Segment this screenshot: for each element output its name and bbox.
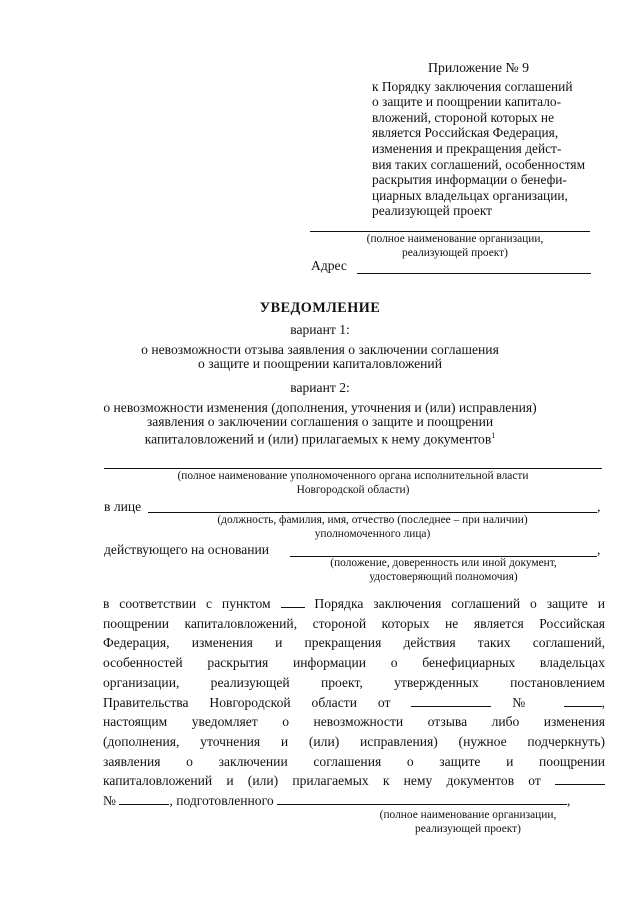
caption-line: (полное наименование организации, <box>366 233 544 245</box>
caption-line: (полное наименование уполномоченного органа исполнительной власти <box>177 470 529 482</box>
body-text: , <box>567 793 571 809</box>
appendix-line: является Российская Федерация, <box>372 125 559 141</box>
authority-line[interactable] <box>104 468 602 469</box>
caption-line: (полное наименование организации, <box>379 809 557 821</box>
body-line: Федерация, изменения и прекращения действия таких соглашений, <box>103 635 605 651</box>
body-text: Правительства Новгородской области от <box>103 694 391 710</box>
body-text: , <box>601 694 605 710</box>
appendix-line: циарных владельцах организации, <box>372 187 568 203</box>
appendix-line: о защите и поощрении капитало- <box>372 94 562 110</box>
body-line: организации, реализующей проект, утвержденных постановлением <box>103 674 605 690</box>
footnote-mark: 1 <box>491 431 496 440</box>
prepared-by-blank[interactable] <box>277 793 567 805</box>
basis-caption <box>290 557 597 584</box>
variant1-line: о невозможности отзыва заявления о заключении соглашения <box>141 342 499 357</box>
caption-line: реализующей проект) <box>402 246 508 259</box>
body-line: настоящим уведомляет о невозможности отзыва либо изменения <box>103 714 605 730</box>
appendix-line: вложений, стороной которых не <box>372 109 555 125</box>
final-caption <box>330 809 606 836</box>
body-text: , подготовленного <box>169 793 274 809</box>
decree-number-blank[interactable] <box>564 695 602 707</box>
body-line: (дополнения, уточнения и (или) исправления) (нужное подчеркнуть) <box>103 733 605 749</box>
body-text: Порядка заключения соглашений о защите и <box>314 596 605 611</box>
body-paragraph <box>103 594 605 811</box>
appendix-line: реализующей проект <box>372 203 493 219</box>
body-line: заявления о заключении соглашения о защите и поощрении <box>103 753 605 769</box>
variant2-text: капиталовложений и (или) прилагаемых к нему документов <box>144 431 492 447</box>
caption-line: (положение, доверенность или иной документ, <box>330 557 557 569</box>
caption-line: уполномоченного лица) <box>314 527 431 540</box>
person-line[interactable] <box>148 512 597 513</box>
body-line <box>103 791 605 811</box>
caption-line: Новгородской области) <box>296 483 410 496</box>
caption-line: реализующей проект) <box>415 822 521 835</box>
address-label: Адрес <box>311 258 347 273</box>
documents-number-blank[interactable] <box>119 793 169 805</box>
variant2-line: о невозможности изменения (дополнения, уточнения и (или) исправления) <box>103 400 537 415</box>
variant1-label: вариант 1: <box>290 322 350 337</box>
body-text: капиталовложений и (или) прилагаемых к нему документов от <box>103 773 541 789</box>
caption-line: (должность, фамилия, имя, отчество (последнее – при наличии) <box>217 514 528 526</box>
body-text: в соответствии с пунктом <box>103 596 271 611</box>
acting-label: действующего на основании <box>104 542 270 557</box>
comma-mark: , <box>597 499 601 514</box>
caption-line: удостоверяющий полномочия) <box>369 570 518 583</box>
documents-date-blank[interactable] <box>555 773 605 785</box>
comma-mark: , <box>597 542 601 557</box>
person-caption <box>148 514 597 541</box>
appendix-line: изменения и прекращения дейст- <box>372 140 562 156</box>
variant2-line: заявления о заключении соглашения о защите и поощрении <box>146 414 494 429</box>
address-line[interactable] <box>357 273 591 274</box>
appendix-block <box>372 60 612 219</box>
authority-caption <box>104 470 602 497</box>
variant2-label: вариант 2: <box>290 380 350 395</box>
notice-title: УВЕДОМЛЕНИЕ <box>259 300 381 316</box>
body-line <box>103 771 605 791</box>
body-line: особенностей раскрытия информации о бенефициарных владельцах <box>103 655 605 671</box>
clause-blank[interactable] <box>281 596 305 608</box>
variant1-line: о защите и поощрении капиталовложений <box>198 356 442 371</box>
body-line <box>103 693 605 713</box>
in-person-label: в лице <box>104 499 142 514</box>
body-line: поощрении капиталовложений, стороной которых не является Российская <box>103 615 605 631</box>
body-line <box>103 594 605 614</box>
org-name-line[interactable] <box>310 231 590 232</box>
body-text: № <box>512 694 543 710</box>
variant2-line-last <box>0 428 640 447</box>
body-text: № <box>103 793 116 809</box>
appendix-title: Приложение № 9 <box>428 60 530 75</box>
appendix-line: к Порядку заключения соглашений <box>372 78 573 94</box>
appendix-line: вия таких соглашений, особенностям <box>372 156 586 172</box>
decree-date-blank[interactable] <box>411 695 491 707</box>
org-name-caption <box>320 233 590 260</box>
appendix-line: раскрытия информации о бенефи- <box>372 172 567 188</box>
